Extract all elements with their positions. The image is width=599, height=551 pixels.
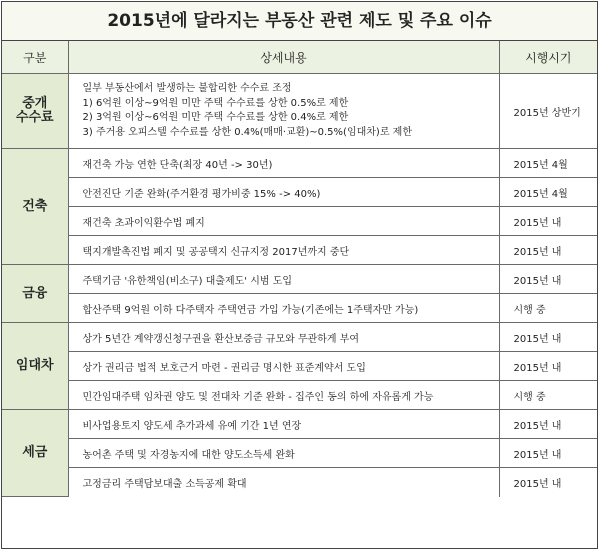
- policy-table: [2, 41, 597, 497]
- category-label: 중개: [22, 95, 48, 111]
- category-tax: 세금: [2, 410, 68, 497]
- date-cell: 시행 중: [499, 381, 597, 410]
- date-cell: 2015년 내: [499, 236, 597, 265]
- table-row: [2, 410, 597, 439]
- date-cell: 2015년 4월: [499, 149, 597, 178]
- detail-line: 3) 주거용 오피스텔 수수료를 상한 0.4%(매매·교환)~0.5%(임대차)로 제한: [82, 126, 412, 138]
- detail-cell: 고정금리 주택담보대출 소득공제 확대: [68, 468, 499, 497]
- date-cell: 2015년 내: [499, 468, 597, 497]
- date-cell: 2015년 내: [499, 323, 597, 352]
- detail-cell: 민간임대주택 임차권 양도 및 전대차 기준 완화 - 집주인 동의 하에 자유롭게 가능: [68, 381, 499, 410]
- table-row: [2, 149, 597, 178]
- date-cell: 시행 중: [499, 294, 597, 323]
- date-cell: 2015년 내: [499, 265, 597, 294]
- detail-cell: 주택기금 '유한책임(비소구) 대출제도' 시범 도입: [68, 265, 499, 294]
- detail-cell: 재건축 초과이익환수법 폐지: [68, 207, 499, 236]
- table-row: [2, 468, 597, 497]
- category-lease: 임대차: [2, 323, 68, 410]
- table-row: [2, 265, 597, 294]
- header-detail: 상세내용: [68, 41, 499, 74]
- date-cell: 2015년 내: [499, 410, 597, 439]
- table-row: [2, 323, 597, 352]
- table-row: [2, 207, 597, 236]
- detail-cell: 농어촌 주택 및 자경농지에 대한 양도소득세 완화: [68, 439, 499, 468]
- category-finance: 금융: [2, 265, 68, 323]
- policy-table-container: [1, 1, 598, 549]
- header-row: [2, 41, 597, 74]
- detail-line: 2) 3억원 이상~6억원 미만 주택 수수료를 상한 0.4%로 제한: [82, 112, 349, 123]
- detail-cell: 안전진단 기준 완화(주거환경 평가비중 15% -> 40%): [68, 178, 499, 207]
- date-cell: 2015년 내: [499, 439, 597, 468]
- table-row: [2, 381, 597, 410]
- category-brokerage-fee: [2, 74, 68, 149]
- table-row: [2, 74, 597, 149]
- date-cell: 2015년 4월: [499, 178, 597, 207]
- detail-cell: 택지개발촉진법 폐지 및 공공택지 신규지정 2017년까지 중단: [68, 236, 499, 265]
- detail-cell: 합산주택 9억원 이하 다주택자 주택연금 가입 가능(기존에는 1주택자만 가능): [68, 294, 499, 323]
- detail-line: 1) 6억원 이상~9억원 미만 주택 수수료를 상한 0.5%로 제한: [82, 97, 349, 109]
- detail-cell: 비사업용토지 양도세 추가과세 유예 기간 1년 연장: [68, 410, 499, 439]
- header-category: 구분: [2, 41, 68, 74]
- date-cell: 2015년 내: [499, 207, 597, 236]
- header-date: 시행시기: [499, 41, 597, 74]
- page-title: 2015년에 달라지는 부동산 관련 제도 및 주요 이슈: [2, 2, 597, 41]
- table-row: [2, 439, 597, 468]
- category-construction: 건축: [2, 149, 68, 265]
- detail-cell: 상가 권리금 법적 보호근거 마련 - 권리금 명시한 표준계약서 도입: [68, 352, 499, 381]
- date-cell: 2015년 상반기: [499, 74, 597, 149]
- detail-cell: 재건축 가능 연한 단축(최장 40년 -> 30년): [68, 149, 499, 178]
- table-row: [2, 236, 597, 265]
- table-row: [2, 294, 597, 323]
- detail-cell: 상가 5년간 계약갱신청구권을 환산보증금 규모와 무관하게 부여: [68, 323, 499, 352]
- detail-line: 일부 부동산에서 발생하는 불합리한 수수료 조정: [82, 83, 292, 94]
- date-cell: 2015년 내: [499, 352, 597, 381]
- category-label: 수수료: [15, 110, 54, 125]
- table-row: [2, 178, 597, 207]
- detail-cell: [68, 74, 499, 149]
- table-row: [2, 352, 597, 381]
